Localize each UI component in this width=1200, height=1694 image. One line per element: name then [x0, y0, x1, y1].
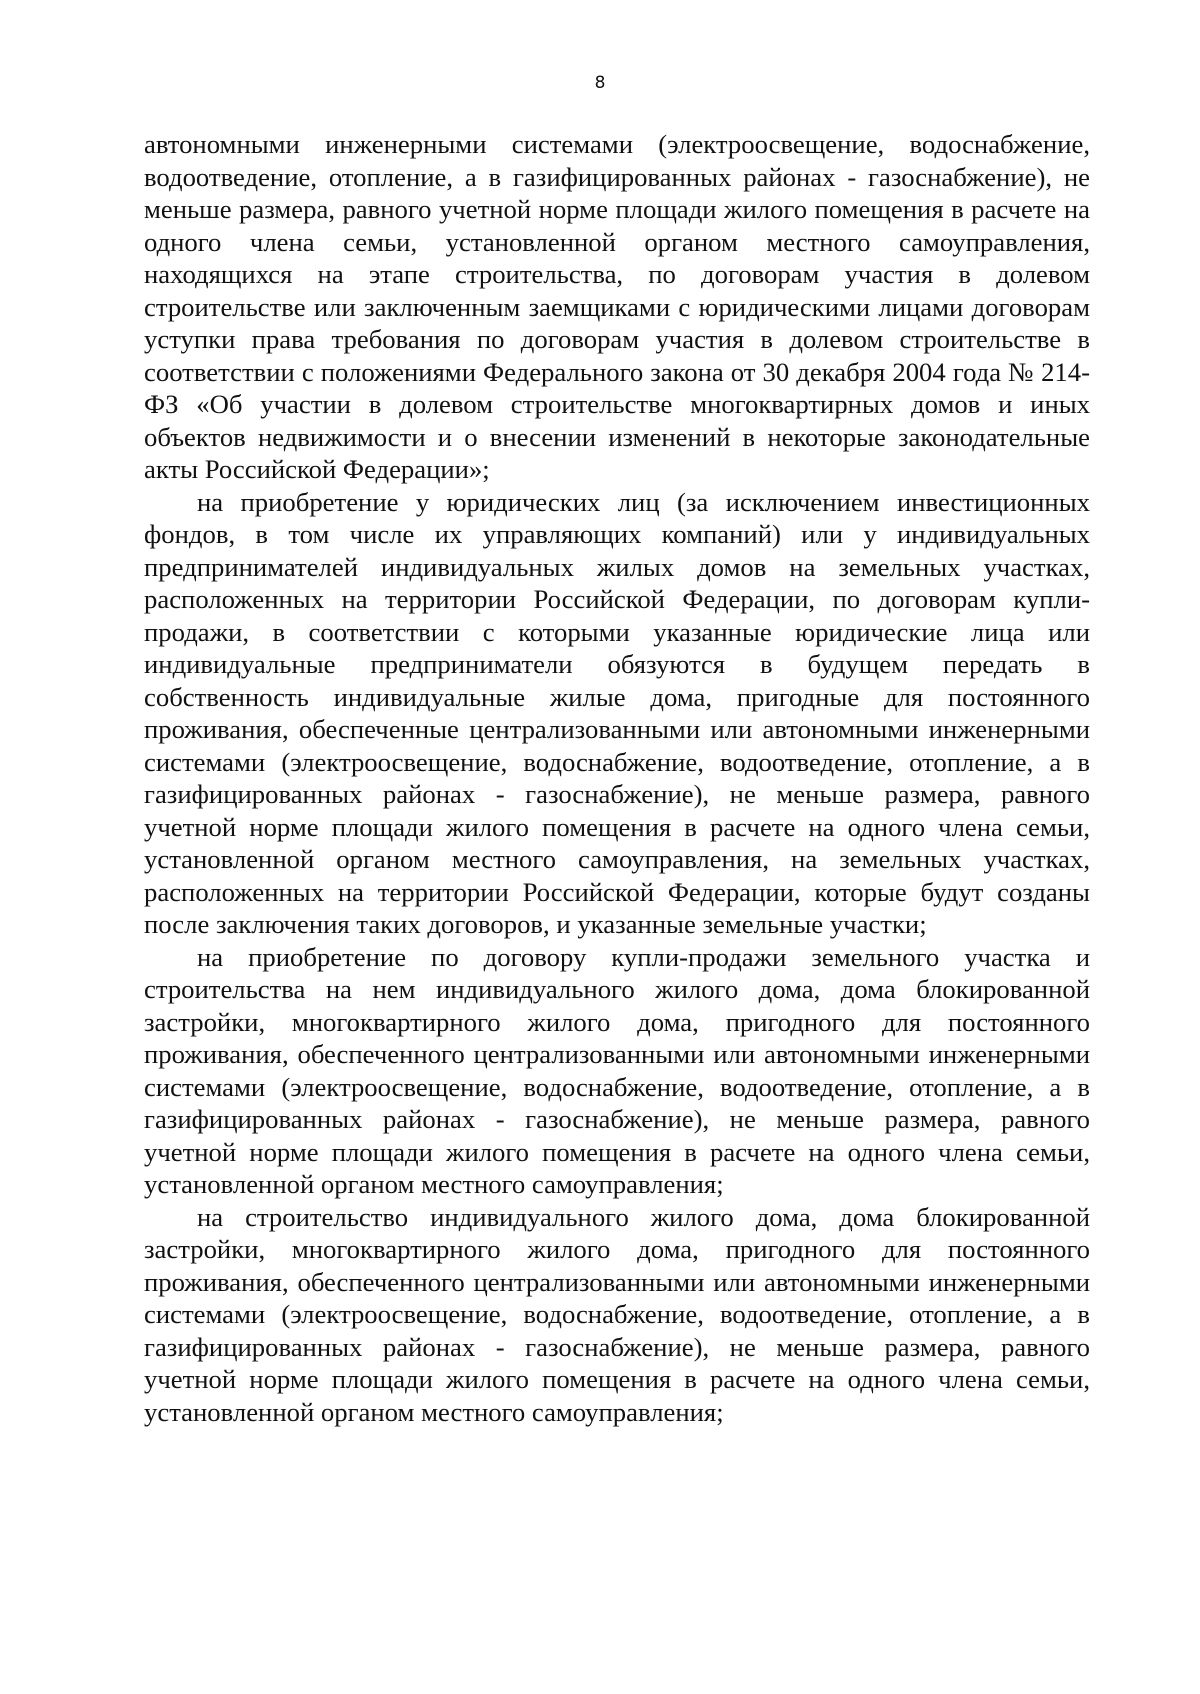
- document-body: [144, 128, 1090, 1428]
- paragraph-purchase-land-and-construction: на приобретение по договору купли-продажи земельного участка и строительства на нем индивидуального жилого дома, дома блокированной застройки, многоквартирного жилого дома, пригодного для постоянного проживания, обеспеченного централизованными или автономными инженерными системами (электроосвещение, водоснабжение, водоотведение, отопление, а в газифицированных районах - газоснабжение), не меньше размера, равного учетной норме площади жилого помещения в расчете на одного члена семьи, установленной органом местного самоуправления;: [144, 941, 1090, 1199]
- paragraph-continuation: автономными инженерными системами (электроосвещение, водоснабжение, водоотведение, отопление, а в газифицированных районах - газоснабжение), не меньше размера, равного учетной норме площади жилого помещения в расчете на одного члена семьи, установленной органом местного самоуправления, находящихся на этапе строительства, по договорам участия в долевом строительстве или заключенным заемщиками с юридическими лицами договорам уступки права требования по договорам участия в долевом строительстве в соответствии с положениями Федерального закона от 30 декабря 2004 года № 214-ФЗ «Об участии в долевом строительстве многоквартирных домов и иных объектов недвижимости и о внесении изменений в некоторые законодательные акты Российской Федерации»;: [144, 129, 1090, 484]
- page-number: 8: [594, 73, 606, 93]
- paragraph-purchase-from-legal-entities: на приобретение у юридических лиц (за исключением инвестиционных фондов, в том числе их управляющих компаний) или у индивидуальных предпринимателей индивидуальных жилых домов на земельных участках, расположенных на территории Российской Федерации, по договорам купли-продажи, в соответствии с которыми указанные юридические лица или индивидуальные предприниматели обязуются в будущем передать в собственность индивидуальные жилые дома, пригодные для постоянного проживания, обеспеченные централизованными или автономными инженерными системами (электроосвещение, водоснабжение, водоотведение, отопление, а в газифицированных районах - газоснабжение), не меньше размера, равного учетной норме площади жилого помещения в расчете на одного члена семьи, установленной органом местного самоуправления, на земельных участках, расположенных на территории Российской Федерации, которые будут созданы после заключения таких договоров, и указанные земельные участки;: [144, 486, 1090, 939]
- paragraph-construction: на строительство индивидуального жилого дома, дома блокированной застройки, многоквартирного жилого дома, пригодного для постоянного проживания, обеспеченного централизованными или автономными инженерными системами (электроосвещение, водоснабжение, водоотведение, отопление, а в газифицированных районах - газоснабжение), не меньше размера, равного учетной норме площади жилого помещения в расчете на одного члена семьи, установленной органом местного самоуправления;: [144, 1201, 1090, 1427]
